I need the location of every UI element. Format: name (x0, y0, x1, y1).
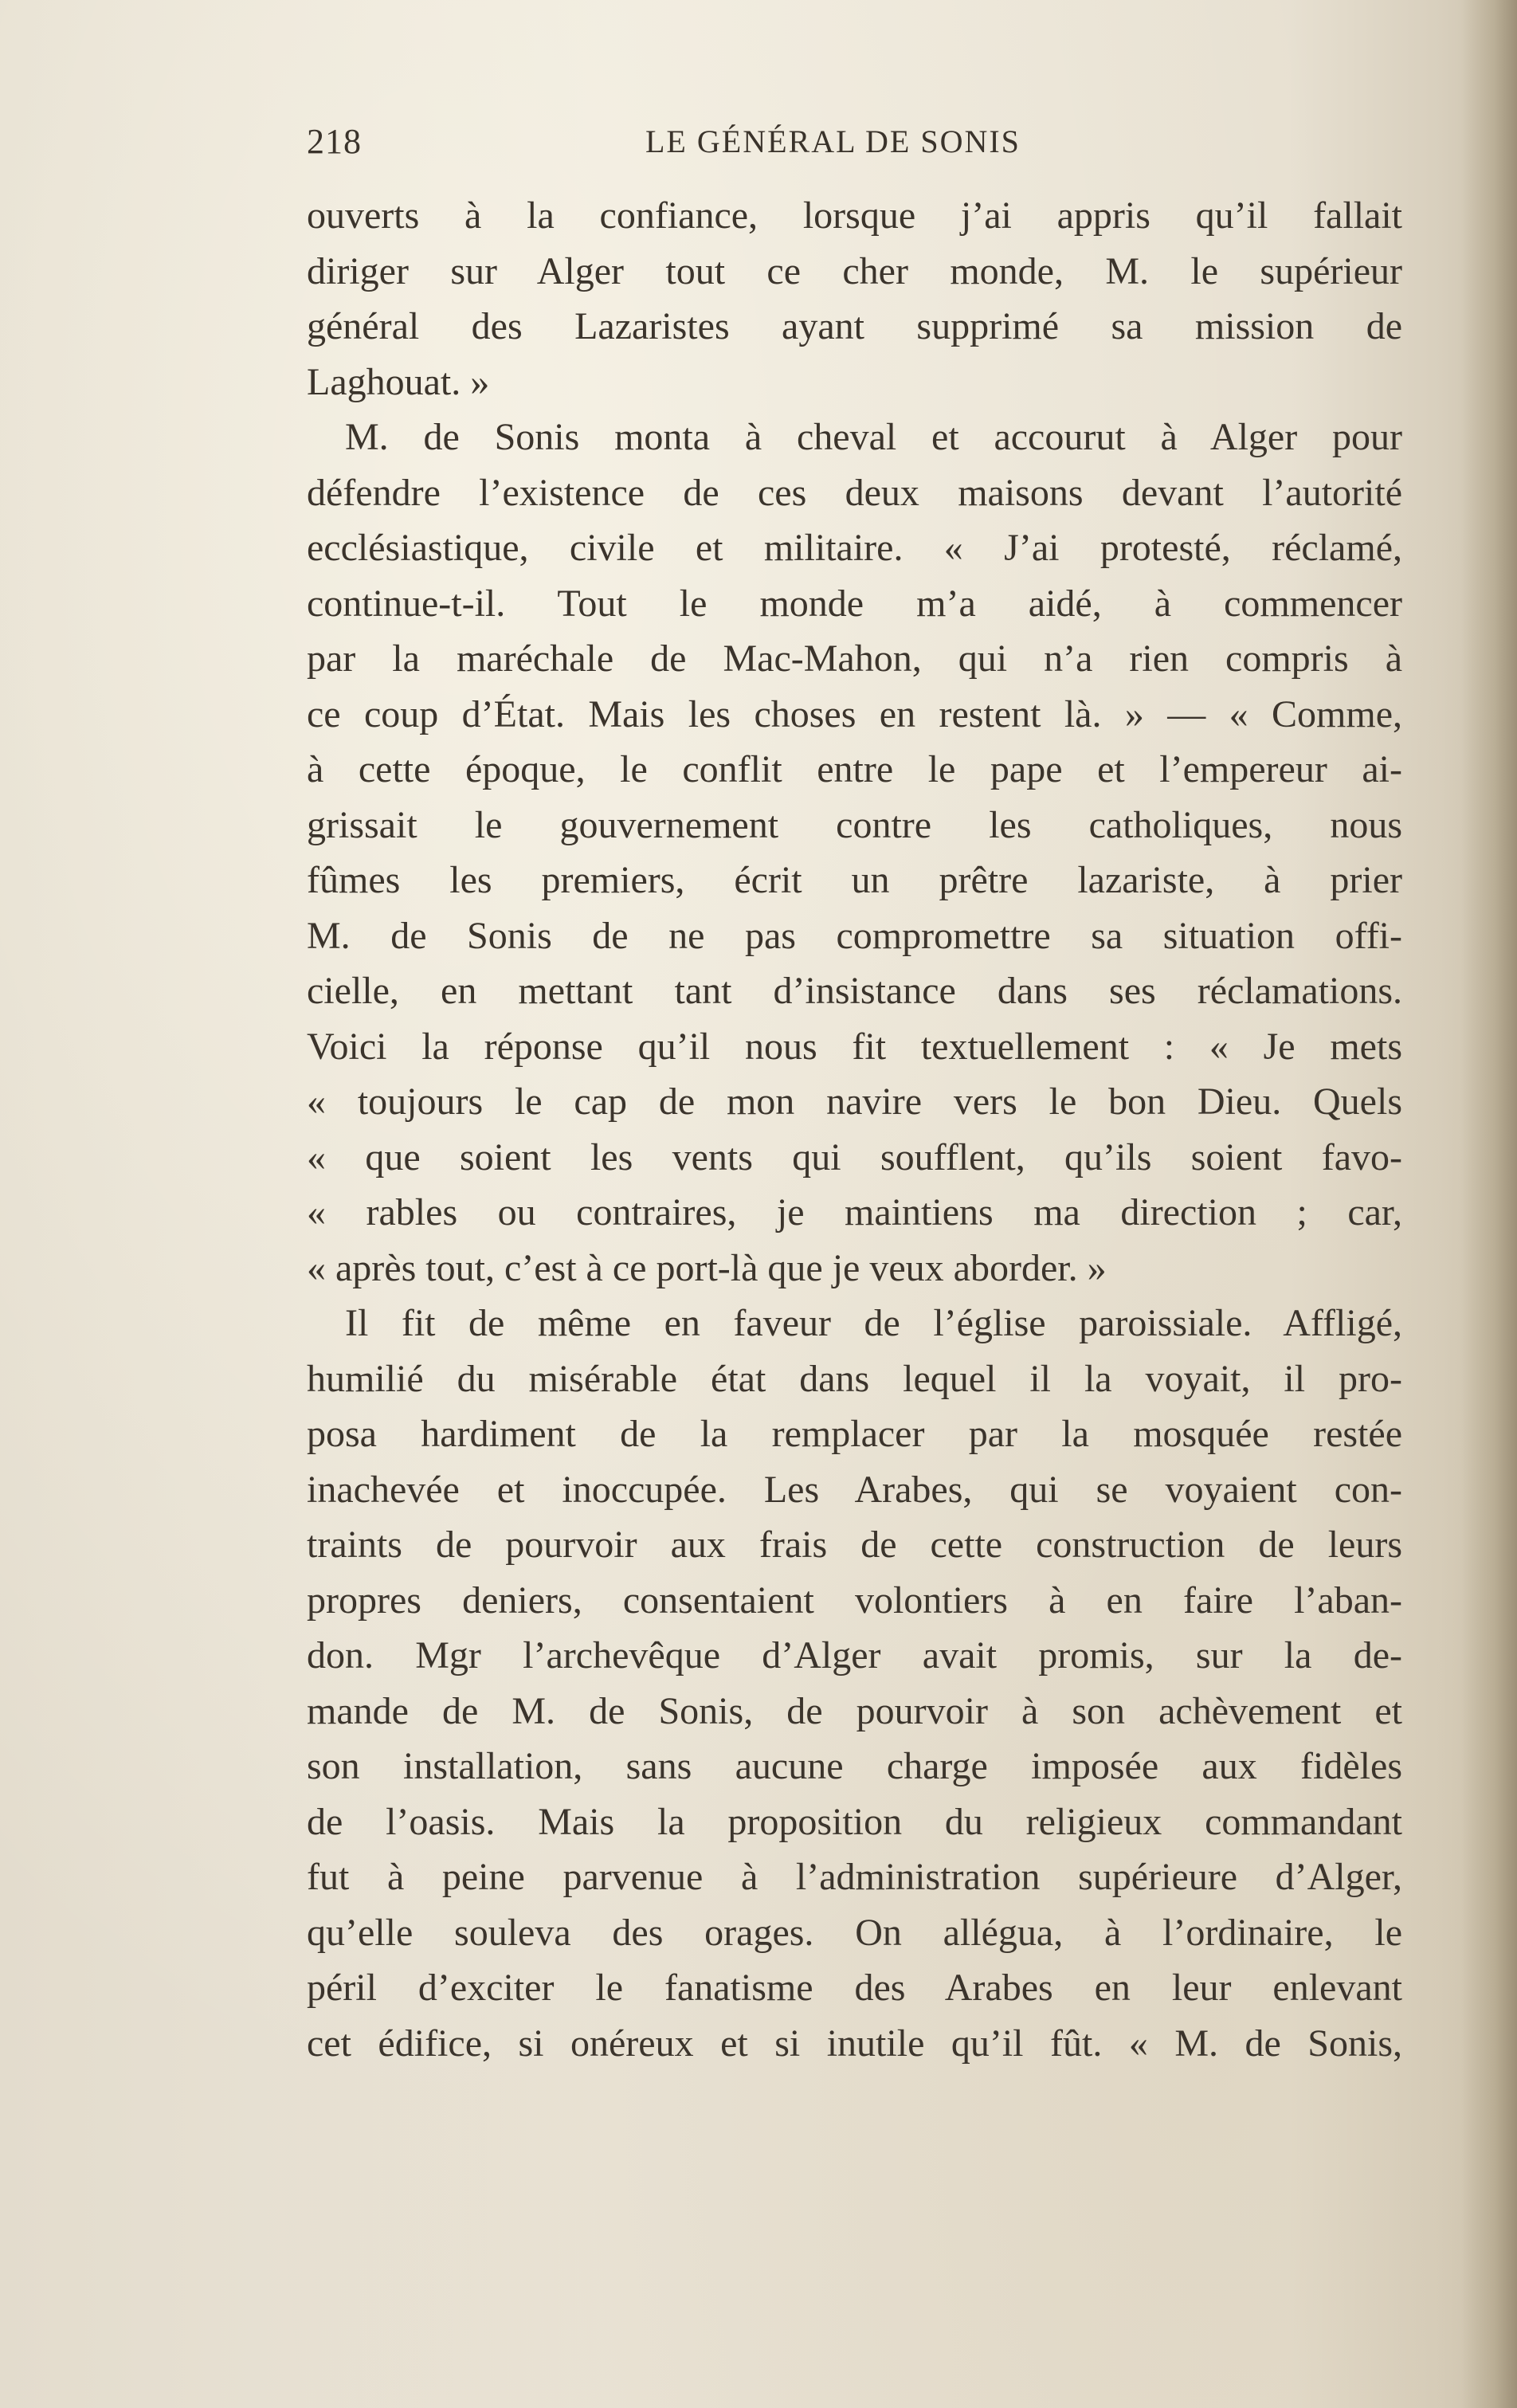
page-number: 218 (307, 122, 362, 161)
text-line: propres deniers, consentaient volontiers à en faire l’aban- (307, 1579, 1402, 1622)
text-line: Laghouat. » (307, 360, 490, 403)
text-line: humilié du misérable état dans lequel il la voyait, il pro- (307, 1357, 1402, 1400)
text-line: ecclésiastique, civile et militaire. « J’ai protesté, réclamé, (307, 527, 1402, 569)
text-line: don. Mgr l’archevêque d’Alger avait promis, sur la de- (307, 1634, 1402, 1677)
text-line: de l’oasis. Mais la proposition du religieux commandant (307, 1800, 1402, 1843)
text-line: posa hardiment de la remplacer par la mosquée restée (307, 1413, 1402, 1455)
text-line: ce coup d’État. Mais les choses en restent là. » — « Comme, (307, 692, 1402, 735)
text-line: mande de M. de Sonis, de pourvoir à son achèvement et (307, 1689, 1402, 1732)
running-head (307, 121, 1402, 166)
text-line: général des Lazaristes ayant supprimé sa mission de (307, 305, 1402, 347)
text-line: « rables ou contraires, je maintiens ma direction ; car, (307, 1191, 1402, 1233)
body-text (307, 188, 1402, 2071)
text-line: fut à peine parvenue à l’administration supérieure d’Alger, (307, 1856, 1402, 1898)
text-line: cet édifice, si onéreux et si inutile qu’il fût. « M. de Sonis, (307, 2022, 1402, 2065)
text-line: cielle, en mettant tant d’insistance dans ses réclamations. (307, 970, 1402, 1012)
text-line: M. de Sonis de ne pas compromettre sa situation offi- (307, 914, 1402, 957)
text-line: Il fit de même en faveur de l’église paroissiale. Affligé, (345, 1302, 1402, 1344)
text-line: Voici la réponse qu’il nous fit textuellement : « Je mets (307, 1025, 1402, 1068)
text-line: « que soient les vents qui soufflent, qu’ils soient favo- (307, 1135, 1402, 1179)
text-line: « après tout, c’est à ce port-là que je veux aborder. » (307, 1246, 1107, 1289)
text-line: continue-t-il. Tout le monde m’a aidé, à commencer (307, 582, 1402, 625)
text-line: défendre l’existence de ces deux maisons devant l’autorité (307, 471, 1402, 514)
text-line: inachevée et inoccupée. Les Arabes, qui se voyaient con- (307, 1468, 1402, 1511)
text-line: à cette époque, le conflit entre le pape et l’empereur ai- (307, 748, 1402, 790)
text-line: M. de Sonis monta à cheval et accourut à Alger pour (345, 416, 1402, 458)
text-line: grissait le gouvernement contre les catholiques, nous (307, 803, 1402, 846)
text-line: fûmes les premiers, écrit un prêtre lazariste, à prier (307, 859, 1402, 901)
text-line: qu’elle souleva des orages. On allégua, à l’ordinaire, le (307, 1911, 1402, 1954)
text-line: « toujours le cap de mon navire vers le bon Dieu. Quels (307, 1080, 1402, 1123)
text-line: ouverts à la confiance, lorsque j’ai appris qu’il fallait (307, 194, 1402, 237)
text-line: traints de pourvoir aux frais de cette construction de leurs (307, 1524, 1402, 1566)
spine-shadow (1461, 0, 1517, 2408)
text-line: par la maréchale de Mac-Mahon, qui n’a rien compris à (307, 637, 1402, 680)
text-line: péril d’exciter le fanatisme des Arabes en leur enlevant (307, 1967, 1402, 2009)
text-line: son installation, sans aucune charge imposée aux fidèles (307, 1745, 1402, 1787)
text-line: diriger sur Alger tout ce cher monde, M. le supérieur (307, 249, 1402, 292)
book-title: LE GÉNÉRAL DE SONIS (645, 124, 1021, 159)
